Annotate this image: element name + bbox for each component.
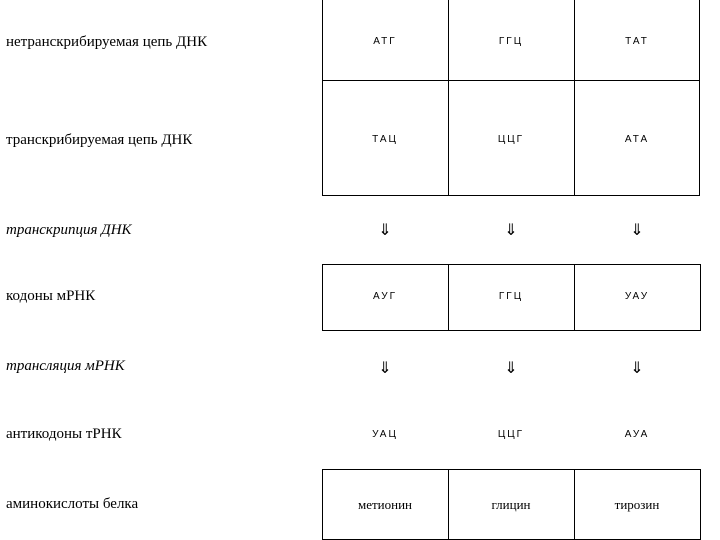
transcription-arrow-1-icon: ⇓ [378, 220, 392, 239]
amino-acid-3: тирозин [614, 497, 660, 512]
row-label-transcription: транскрипция ДНК [6, 222, 132, 238]
translation-arrow-2-icon: ⇓ [504, 358, 518, 377]
row-label-mrna-codons: кодоны мРНК [6, 288, 96, 304]
anticodon-2: ЦЦГ [497, 429, 525, 440]
nontemplate-triplet-2: ГГЦ [498, 36, 524, 47]
codon-2: ГГЦ [498, 291, 524, 302]
amino-acid-2: глицин [491, 497, 531, 512]
translation-arrow-1-icon: ⇓ [378, 358, 392, 377]
anticodon-3: АУА [624, 429, 650, 440]
translation-arrow-3-icon: ⇓ [630, 358, 644, 377]
row-label-trna-anticodons: антикодоны тРНК [6, 426, 122, 442]
nontemplate-triplet-3: ТАТ [625, 36, 649, 47]
amino-acid-1: метионин [357, 497, 412, 512]
template-triplet-3: АТА [624, 134, 650, 145]
transcription-arrow-2-icon: ⇓ [504, 220, 518, 239]
template-triplet-1: ТАЦ [372, 134, 398, 145]
codon-1: АУГ [373, 291, 397, 302]
template-triplet-2: ЦЦГ [497, 134, 525, 145]
row-label-amino-acids: аминокислоты белка [6, 496, 139, 512]
row-label-template-dna: транскрибируемая цепь ДНК [6, 132, 193, 148]
transcription-arrow-3-icon: ⇓ [630, 220, 644, 239]
row-label-nontemplate-dna: нетранскрибируемая цепь ДНК [6, 34, 208, 50]
row-label-translation: трансляция мРНК [6, 358, 125, 374]
codon-3: УАУ [624, 291, 650, 302]
nontemplate-triplet-1: АТГ [373, 36, 397, 47]
anticodon-1: УАЦ [372, 429, 398, 440]
